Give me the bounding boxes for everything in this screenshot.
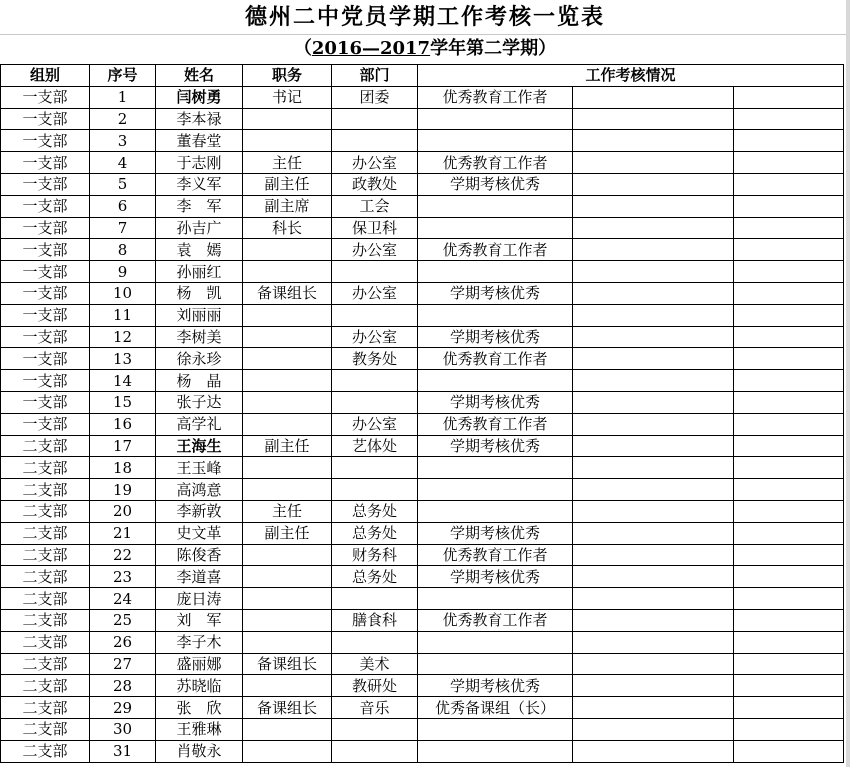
cell-group[interactable]: 一支部 bbox=[1, 304, 90, 326]
cell-dept[interactable]: 政教处 bbox=[332, 173, 418, 195]
cell-dept[interactable]: 教研处 bbox=[332, 675, 418, 697]
cell-empty[interactable] bbox=[573, 108, 734, 130]
table-row bbox=[1, 457, 844, 479]
cell-no[interactable]: 7 bbox=[90, 217, 156, 239]
table-row bbox=[1, 108, 844, 130]
cell-eval[interactable]: 学期考核优秀 bbox=[418, 391, 573, 413]
cell-role[interactable]: 副主席 bbox=[243, 195, 332, 217]
cell-name[interactable]: 苏晓临 bbox=[156, 675, 243, 697]
cell-no[interactable]: 15 bbox=[90, 391, 156, 413]
cell-group[interactable]: 一支部 bbox=[1, 391, 90, 413]
cell-eval[interactable] bbox=[418, 588, 573, 610]
cell-empty[interactable] bbox=[573, 348, 734, 370]
cell-eval[interactable] bbox=[418, 130, 573, 152]
cell-group[interactable]: 一支部 bbox=[1, 413, 90, 435]
cell-empty[interactable] bbox=[573, 326, 734, 348]
cell-empty[interactable] bbox=[734, 370, 844, 392]
cell-dept[interactable] bbox=[332, 588, 418, 610]
cell-eval[interactable] bbox=[418, 740, 573, 762]
cell-role[interactable]: 科长 bbox=[243, 217, 332, 239]
table-row bbox=[1, 479, 844, 501]
cell-name[interactable]: 盛丽娜 bbox=[156, 653, 243, 675]
cell-empty[interactable] bbox=[734, 282, 844, 304]
table-row bbox=[1, 391, 844, 413]
cell-group[interactable]: 一支部 bbox=[1, 326, 90, 348]
cell-name[interactable]: 李本禄 bbox=[156, 108, 243, 130]
table-row bbox=[1, 566, 844, 588]
cell-role[interactable] bbox=[243, 740, 332, 762]
cell-eval[interactable] bbox=[418, 108, 573, 130]
cell-empty[interactable] bbox=[573, 152, 734, 174]
cell-dept[interactable] bbox=[332, 718, 418, 740]
header-name[interactable]: 姓名 bbox=[156, 65, 243, 87]
cell-name[interactable]: 李 军 bbox=[156, 195, 243, 217]
table-row bbox=[1, 86, 844, 108]
cell-name[interactable]: 李树美 bbox=[156, 326, 243, 348]
table-row bbox=[1, 435, 844, 457]
table-row bbox=[1, 304, 844, 326]
cell-no[interactable]: 28 bbox=[90, 675, 156, 697]
cell-empty[interactable] bbox=[573, 304, 734, 326]
cell-empty[interactable] bbox=[734, 740, 844, 762]
table-row bbox=[1, 239, 844, 261]
cell-no[interactable]: 16 bbox=[90, 413, 156, 435]
cell-group[interactable]: 一支部 bbox=[1, 261, 90, 283]
cell-empty[interactable] bbox=[573, 718, 734, 740]
cell-no[interactable]: 30 bbox=[90, 718, 156, 740]
cell-empty[interactable] bbox=[573, 261, 734, 283]
cell-eval[interactable] bbox=[418, 500, 573, 522]
cell-eval[interactable] bbox=[418, 370, 573, 392]
cell-group[interactable]: 一支部 bbox=[1, 195, 90, 217]
cell-empty[interactable] bbox=[734, 457, 844, 479]
cell-empty[interactable] bbox=[573, 544, 734, 566]
cell-name[interactable]: 张 欣 bbox=[156, 697, 243, 719]
cell-dept[interactable]: 总务处 bbox=[332, 500, 418, 522]
cell-name[interactable]: 李子木 bbox=[156, 631, 243, 653]
table-row bbox=[1, 522, 844, 544]
table-row bbox=[1, 326, 844, 348]
cell-empty[interactable] bbox=[734, 631, 844, 653]
cell-role[interactable] bbox=[243, 588, 332, 610]
cell-no[interactable]: 12 bbox=[90, 326, 156, 348]
cell-dept[interactable]: 总务处 bbox=[332, 566, 418, 588]
cell-role[interactable]: 副主任 bbox=[243, 173, 332, 195]
cell-dept[interactable]: 总务处 bbox=[332, 522, 418, 544]
table-row bbox=[1, 588, 844, 610]
cell-group[interactable]: 一支部 bbox=[1, 152, 90, 174]
cell-group[interactable]: 一支部 bbox=[1, 282, 90, 304]
cell-name[interactable]: 庞日涛 bbox=[156, 588, 243, 610]
cell-name[interactable]: 张子达 bbox=[156, 391, 243, 413]
cell-role[interactable] bbox=[243, 348, 332, 370]
cell-empty[interactable] bbox=[573, 435, 734, 457]
cell-eval[interactable]: 学期考核优秀 bbox=[418, 282, 573, 304]
cell-eval[interactable] bbox=[418, 653, 573, 675]
cell-role[interactable] bbox=[243, 304, 332, 326]
table-row bbox=[1, 217, 844, 239]
header-group[interactable]: 组别 bbox=[1, 65, 90, 87]
cell-eval[interactable]: 优秀教育工作者 bbox=[418, 239, 573, 261]
cell-role[interactable] bbox=[243, 261, 332, 283]
cell-role[interactable]: 主任 bbox=[243, 152, 332, 174]
table-row bbox=[1, 261, 844, 283]
cell-role[interactable]: 副主任 bbox=[243, 435, 332, 457]
cell-eval[interactable]: 优秀教育工作者 bbox=[418, 86, 573, 108]
cell-empty[interactable] bbox=[573, 653, 734, 675]
table-row bbox=[1, 740, 844, 762]
cell-no[interactable]: 20 bbox=[90, 500, 156, 522]
cell-dept[interactable]: 办公室 bbox=[332, 413, 418, 435]
cell-group[interactable]: 一支部 bbox=[1, 86, 90, 108]
cell-role[interactable] bbox=[243, 609, 332, 631]
cell-name[interactable]: 李道喜 bbox=[156, 566, 243, 588]
cell-dept[interactable] bbox=[332, 391, 418, 413]
table-row bbox=[1, 195, 844, 217]
cell-group[interactable]: 二支部 bbox=[1, 500, 90, 522]
cell-group[interactable]: 二支部 bbox=[1, 675, 90, 697]
cell-name[interactable]: 李义军 bbox=[156, 173, 243, 195]
cell-dept[interactable]: 团委 bbox=[332, 86, 418, 108]
cell-group[interactable]: 一支部 bbox=[1, 370, 90, 392]
cell-empty[interactable] bbox=[734, 130, 844, 152]
cell-name[interactable]: 李新敦 bbox=[156, 500, 243, 522]
table-row bbox=[1, 609, 844, 631]
cell-empty[interactable] bbox=[573, 609, 734, 631]
subtitle-year: 2016—2017 bbox=[311, 38, 431, 59]
cell-no[interactable]: 6 bbox=[90, 195, 156, 217]
cell-no[interactable]: 31 bbox=[90, 740, 156, 762]
cell-empty[interactable] bbox=[734, 86, 844, 108]
table-row bbox=[1, 173, 844, 195]
cell-eval[interactable] bbox=[418, 261, 573, 283]
cell-empty[interactable] bbox=[573, 588, 734, 610]
cell-group[interactable]: 二支部 bbox=[1, 588, 90, 610]
cell-empty[interactable] bbox=[734, 108, 844, 130]
cell-name[interactable]: 陈俊香 bbox=[156, 544, 243, 566]
cell-role[interactable] bbox=[243, 326, 332, 348]
cell-no[interactable]: 4 bbox=[90, 152, 156, 174]
table-row bbox=[1, 348, 844, 370]
window-edge bbox=[846, 0, 850, 767]
cell-group[interactable]: 二支部 bbox=[1, 631, 90, 653]
cell-dept[interactable]: 保卫科 bbox=[332, 217, 418, 239]
cell-empty[interactable] bbox=[573, 86, 734, 108]
cell-eval[interactable] bbox=[418, 631, 573, 653]
cell-role[interactable]: 主任 bbox=[243, 500, 332, 522]
header-eval[interactable]: 工作考核情况 bbox=[418, 65, 844, 87]
cell-eval[interactable]: 学期考核优秀 bbox=[418, 566, 573, 588]
cell-no[interactable]: 11 bbox=[90, 304, 156, 326]
cell-role[interactable] bbox=[243, 239, 332, 261]
table-row bbox=[1, 370, 844, 392]
cell-empty[interactable] bbox=[734, 413, 844, 435]
cell-role[interactable] bbox=[243, 675, 332, 697]
table-row bbox=[1, 653, 844, 675]
cell-empty[interactable] bbox=[734, 653, 844, 675]
cell-dept[interactable] bbox=[332, 457, 418, 479]
cell-name[interactable]: 杨 凯 bbox=[156, 282, 243, 304]
cell-eval[interactable] bbox=[418, 718, 573, 740]
cell-eval[interactable]: 优秀备课组（长） bbox=[418, 697, 573, 719]
cell-empty[interactable] bbox=[573, 130, 734, 152]
cell-eval[interactable]: 学期考核优秀 bbox=[418, 326, 573, 348]
cell-empty[interactable] bbox=[734, 326, 844, 348]
table-row bbox=[1, 500, 844, 522]
cell-empty[interactable] bbox=[734, 435, 844, 457]
cell-name[interactable]: 王玉峰 bbox=[156, 457, 243, 479]
cell-eval[interactable] bbox=[418, 217, 573, 239]
cell-eval[interactable]: 优秀教育工作者 bbox=[418, 152, 573, 174]
cell-group[interactable]: 二支部 bbox=[1, 479, 90, 501]
cell-eval[interactable] bbox=[418, 304, 573, 326]
cell-role[interactable] bbox=[243, 479, 332, 501]
cell-empty[interactable] bbox=[573, 566, 734, 588]
table-row bbox=[1, 413, 844, 435]
cell-name[interactable]: 刘丽丽 bbox=[156, 304, 243, 326]
cell-name[interactable]: 袁 嫣 bbox=[156, 239, 243, 261]
cell-name[interactable]: 董春堂 bbox=[156, 130, 243, 152]
cell-no[interactable]: 13 bbox=[90, 348, 156, 370]
cell-no[interactable]: 9 bbox=[90, 261, 156, 283]
cell-empty[interactable] bbox=[573, 413, 734, 435]
cell-eval[interactable]: 学期考核优秀 bbox=[418, 675, 573, 697]
cell-dept[interactable] bbox=[332, 631, 418, 653]
cell-no[interactable]: 10 bbox=[90, 282, 156, 304]
cell-eval[interactable]: 优秀教育工作者 bbox=[418, 348, 573, 370]
cell-empty[interactable] bbox=[573, 391, 734, 413]
cell-empty[interactable] bbox=[573, 631, 734, 653]
cell-empty[interactable] bbox=[734, 697, 844, 719]
cell-dept[interactable]: 艺体处 bbox=[332, 435, 418, 457]
cell-no[interactable]: 25 bbox=[90, 609, 156, 631]
cell-dept[interactable]: 工会 bbox=[332, 195, 418, 217]
cell-eval[interactable]: 优秀教育工作者 bbox=[418, 413, 573, 435]
cell-no[interactable]: 21 bbox=[90, 522, 156, 544]
cell-no[interactable]: 14 bbox=[90, 370, 156, 392]
cell-empty[interactable] bbox=[734, 304, 844, 326]
cell-dept[interactable]: 美术 bbox=[332, 653, 418, 675]
cell-group[interactable]: 二支部 bbox=[1, 609, 90, 631]
cell-group[interactable]: 二支部 bbox=[1, 718, 90, 740]
cell-empty[interactable] bbox=[573, 675, 734, 697]
header-row bbox=[1, 65, 844, 87]
cell-empty[interactable] bbox=[573, 479, 734, 501]
cell-no[interactable]: 29 bbox=[90, 697, 156, 719]
cell-group[interactable]: 一支部 bbox=[1, 108, 90, 130]
cell-no[interactable]: 26 bbox=[90, 631, 156, 653]
header-role[interactable]: 职务 bbox=[243, 65, 332, 87]
cell-role[interactable]: 副主任 bbox=[243, 522, 332, 544]
cell-role[interactable] bbox=[243, 566, 332, 588]
cell-no[interactable]: 23 bbox=[90, 566, 156, 588]
cell-empty[interactable] bbox=[734, 675, 844, 697]
cell-empty[interactable] bbox=[734, 588, 844, 610]
cell-dept[interactable] bbox=[332, 108, 418, 130]
sheet-title[interactable]: 德州二中党员学期工作考核一览表 bbox=[0, 0, 850, 35]
cell-group[interactable]: 二支部 bbox=[1, 697, 90, 719]
cell-name[interactable]: 孙吉广 bbox=[156, 217, 243, 239]
table-row bbox=[1, 282, 844, 304]
cell-eval[interactable]: 学期考核优秀 bbox=[418, 435, 573, 457]
cell-no[interactable]: 22 bbox=[90, 544, 156, 566]
cell-empty[interactable] bbox=[734, 261, 844, 283]
table-row bbox=[1, 718, 844, 740]
cell-role[interactable] bbox=[243, 413, 332, 435]
cell-eval[interactable]: 学期考核优秀 bbox=[418, 173, 573, 195]
cell-role[interactable] bbox=[243, 718, 332, 740]
cell-empty[interactable] bbox=[573, 173, 734, 195]
cell-dept[interactable]: 音乐 bbox=[332, 697, 418, 719]
subtitle-open: （ bbox=[293, 38, 312, 59]
subtitle-rest: 学年第二学期） bbox=[430, 38, 557, 59]
cell-role[interactable] bbox=[243, 108, 332, 130]
cell-empty[interactable] bbox=[734, 217, 844, 239]
cell-eval[interactable]: 优秀教育工作者 bbox=[418, 544, 573, 566]
cell-role[interactable] bbox=[243, 631, 332, 653]
cell-role[interactable]: 备课组长 bbox=[243, 282, 332, 304]
cell-eval[interactable]: 优秀教育工作者 bbox=[418, 609, 573, 631]
cell-empty[interactable] bbox=[573, 522, 734, 544]
cell-empty[interactable] bbox=[734, 718, 844, 740]
cell-empty[interactable] bbox=[734, 391, 844, 413]
cell-empty[interactable] bbox=[734, 544, 844, 566]
cell-role[interactable] bbox=[243, 391, 332, 413]
cell-empty[interactable] bbox=[734, 479, 844, 501]
cell-no[interactable]: 8 bbox=[90, 239, 156, 261]
cell-group[interactable]: 二支部 bbox=[1, 522, 90, 544]
cell-dept[interactable]: 办公室 bbox=[332, 282, 418, 304]
cell-dept[interactable]: 膳食科 bbox=[332, 609, 418, 631]
cell-group[interactable]: 二支部 bbox=[1, 740, 90, 762]
cell-group[interactable]: 一支部 bbox=[1, 173, 90, 195]
cell-group[interactable]: 二支部 bbox=[1, 653, 90, 675]
cell-dept[interactable] bbox=[332, 261, 418, 283]
cell-empty[interactable] bbox=[573, 239, 734, 261]
cell-name[interactable]: 高鸿意 bbox=[156, 479, 243, 501]
cell-empty[interactable] bbox=[573, 740, 734, 762]
cell-name[interactable]: 高学礼 bbox=[156, 413, 243, 435]
cell-empty[interactable] bbox=[573, 217, 734, 239]
cell-empty[interactable] bbox=[573, 457, 734, 479]
cell-empty[interactable] bbox=[734, 500, 844, 522]
cell-empty[interactable] bbox=[573, 697, 734, 719]
cell-name[interactable]: 徐永珍 bbox=[156, 348, 243, 370]
cell-group[interactable]: 一支部 bbox=[1, 239, 90, 261]
cell-role[interactable]: 备课组长 bbox=[243, 653, 332, 675]
cell-dept[interactable] bbox=[332, 130, 418, 152]
cell-no[interactable]: 2 bbox=[90, 108, 156, 130]
cell-no[interactable]: 3 bbox=[90, 130, 156, 152]
cell-name[interactable]: 肖敬永 bbox=[156, 740, 243, 762]
cell-group[interactable]: 二支部 bbox=[1, 566, 90, 588]
cell-dept[interactable] bbox=[332, 479, 418, 501]
cell-role[interactable]: 书记 bbox=[243, 86, 332, 108]
cell-dept[interactable] bbox=[332, 304, 418, 326]
table-row bbox=[1, 544, 844, 566]
cell-name[interactable]: 闫树勇 bbox=[156, 86, 243, 108]
cell-role[interactable] bbox=[243, 130, 332, 152]
cell-role[interactable] bbox=[243, 544, 332, 566]
cell-role[interactable] bbox=[243, 370, 332, 392]
cell-no[interactable]: 24 bbox=[90, 588, 156, 610]
cell-empty[interactable] bbox=[734, 348, 844, 370]
table-row bbox=[1, 152, 844, 174]
sheet-subtitle[interactable] bbox=[0, 35, 850, 63]
cell-eval[interactable] bbox=[418, 479, 573, 501]
member-table bbox=[0, 64, 844, 763]
cell-name[interactable]: 史文革 bbox=[156, 522, 243, 544]
cell-role[interactable]: 备课组长 bbox=[243, 697, 332, 719]
header-dept[interactable]: 部门 bbox=[332, 65, 418, 87]
cell-group[interactable]: 一支部 bbox=[1, 130, 90, 152]
cell-no[interactable]: 5 bbox=[90, 173, 156, 195]
cell-no[interactable]: 18 bbox=[90, 457, 156, 479]
cell-empty[interactable] bbox=[734, 239, 844, 261]
cell-dept[interactable]: 教务处 bbox=[332, 348, 418, 370]
cell-dept[interactable]: 办公室 bbox=[332, 152, 418, 174]
table-body bbox=[1, 86, 844, 762]
cell-empty[interactable] bbox=[573, 500, 734, 522]
cell-dept[interactable]: 办公室 bbox=[332, 239, 418, 261]
table-row bbox=[1, 631, 844, 653]
cell-empty[interactable] bbox=[573, 282, 734, 304]
cell-name[interactable]: 刘 军 bbox=[156, 609, 243, 631]
cell-dept[interactable]: 办公室 bbox=[332, 326, 418, 348]
cell-empty[interactable] bbox=[734, 173, 844, 195]
cell-name[interactable]: 王海生 bbox=[156, 435, 243, 457]
cell-no[interactable]: 27 bbox=[90, 653, 156, 675]
cell-name[interactable]: 孙丽红 bbox=[156, 261, 243, 283]
cell-dept[interactable]: 财务科 bbox=[332, 544, 418, 566]
cell-empty[interactable] bbox=[734, 522, 844, 544]
cell-no[interactable]: 1 bbox=[90, 86, 156, 108]
cell-name[interactable]: 王雅琳 bbox=[156, 718, 243, 740]
cell-name[interactable]: 于志刚 bbox=[156, 152, 243, 174]
cell-group[interactable]: 二支部 bbox=[1, 457, 90, 479]
table-row bbox=[1, 697, 844, 719]
cell-role[interactable] bbox=[243, 457, 332, 479]
header-no[interactable]: 序号 bbox=[90, 65, 156, 87]
cell-empty[interactable] bbox=[734, 609, 844, 631]
cell-eval[interactable] bbox=[418, 195, 573, 217]
cell-group[interactable]: 一支部 bbox=[1, 217, 90, 239]
cell-empty[interactable] bbox=[734, 566, 844, 588]
cell-empty[interactable] bbox=[573, 195, 734, 217]
cell-eval[interactable] bbox=[418, 457, 573, 479]
cell-empty[interactable] bbox=[573, 370, 734, 392]
cell-dept[interactable] bbox=[332, 740, 418, 762]
cell-group[interactable]: 一支部 bbox=[1, 348, 90, 370]
cell-no[interactable]: 17 bbox=[90, 435, 156, 457]
cell-group[interactable]: 二支部 bbox=[1, 435, 90, 457]
cell-empty[interactable] bbox=[734, 195, 844, 217]
cell-eval[interactable]: 学期考核优秀 bbox=[418, 522, 573, 544]
table-row bbox=[1, 675, 844, 697]
cell-name[interactable]: 杨 晶 bbox=[156, 370, 243, 392]
cell-group[interactable]: 二支部 bbox=[1, 544, 90, 566]
table-row bbox=[1, 130, 844, 152]
cell-dept[interactable] bbox=[332, 370, 418, 392]
cell-no[interactable]: 19 bbox=[90, 479, 156, 501]
cell-empty[interactable] bbox=[734, 152, 844, 174]
